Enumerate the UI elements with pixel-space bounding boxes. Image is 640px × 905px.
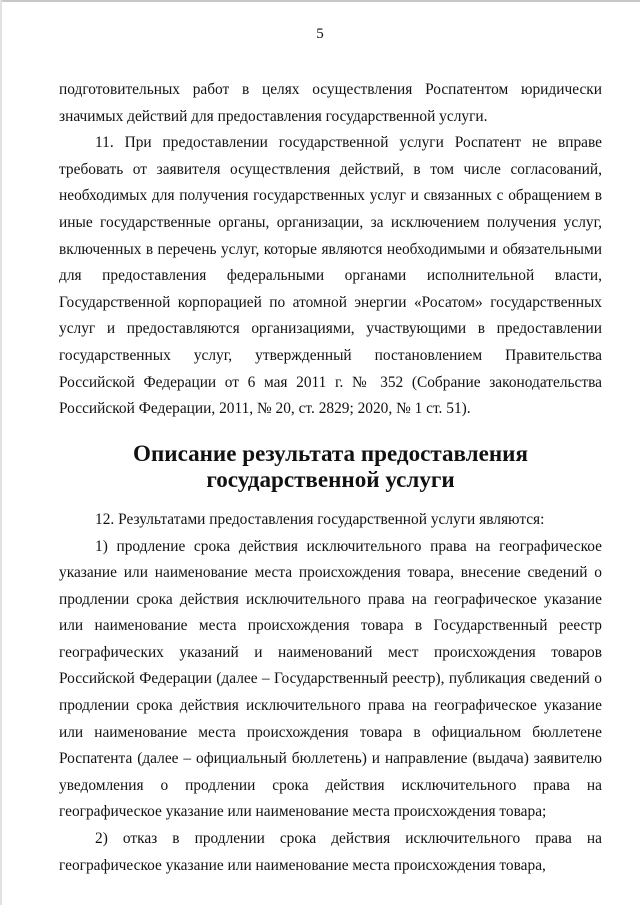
page-number: 5 [316, 26, 324, 42]
page-content [59, 77, 602, 879]
paragraph-continuation: подготовительных работ в целях осуществления Роспатентом юридически значимых действий для предоставления государственной услуги. [59, 81, 602, 125]
section-heading: Описание результата предоставления государственной услуги [133, 439, 528, 493]
section-after-heading [59, 507, 602, 879]
paragraph-11: 11. При предоставлении государственной услуги Роспатент не вправе требовать от заявителя осуществления действий, в том числе согласований, необходимых для получения государственных услуг и связанных с обращением в иные государственные органы, организации, за исключением получения услуг, включенных в перечень услуг, которые являются необходимыми и обязательными для предоставления федеральными органами исполнительной власти, Государственной корпорацией по атомной энергии «Росатом» государственных услуг и предоставляются организациями, участвующими в предоставлении государственных услуг, утвержденный постановлением Правительства Российской Федерации от 6 мая 2011 г. № 352 (Собрание законодательства Российской Федерации, 2011, № 20, ст. 2829; 2020, № 1 ст. 51). [59, 134, 602, 418]
paragraph-12-2: 2) отказ в продлении срока действия исключительного права на географическое указание или наименование места происхождения товара, [59, 830, 602, 874]
paragraph-12: 12. Результатами предоставления государственной услуги являются: [95, 510, 545, 528]
paragraph-12-1: 1) продление срока действия исключительного права на географическое указание или наименование места происхождения товара, внесение сведений о продлении срока действия исключительного права на географическое указание или наименование места происхождения товара в Государственный реестр географических указаний и наименований мест происхождения товаров Российской Федерации (далее – Государственный реестр), публикация сведений о продлении срока действия исключительного права на географическое указание или наименование места происхождения товара в официальном бюллетене Роспатента (далее – официальный бюллетень) и направление (выдача) заявителю уведомления о продлении срока действия исключительного права на географическое указание или наименование места происхождения товара; [59, 537, 602, 821]
section-before-heading [59, 77, 602, 423]
